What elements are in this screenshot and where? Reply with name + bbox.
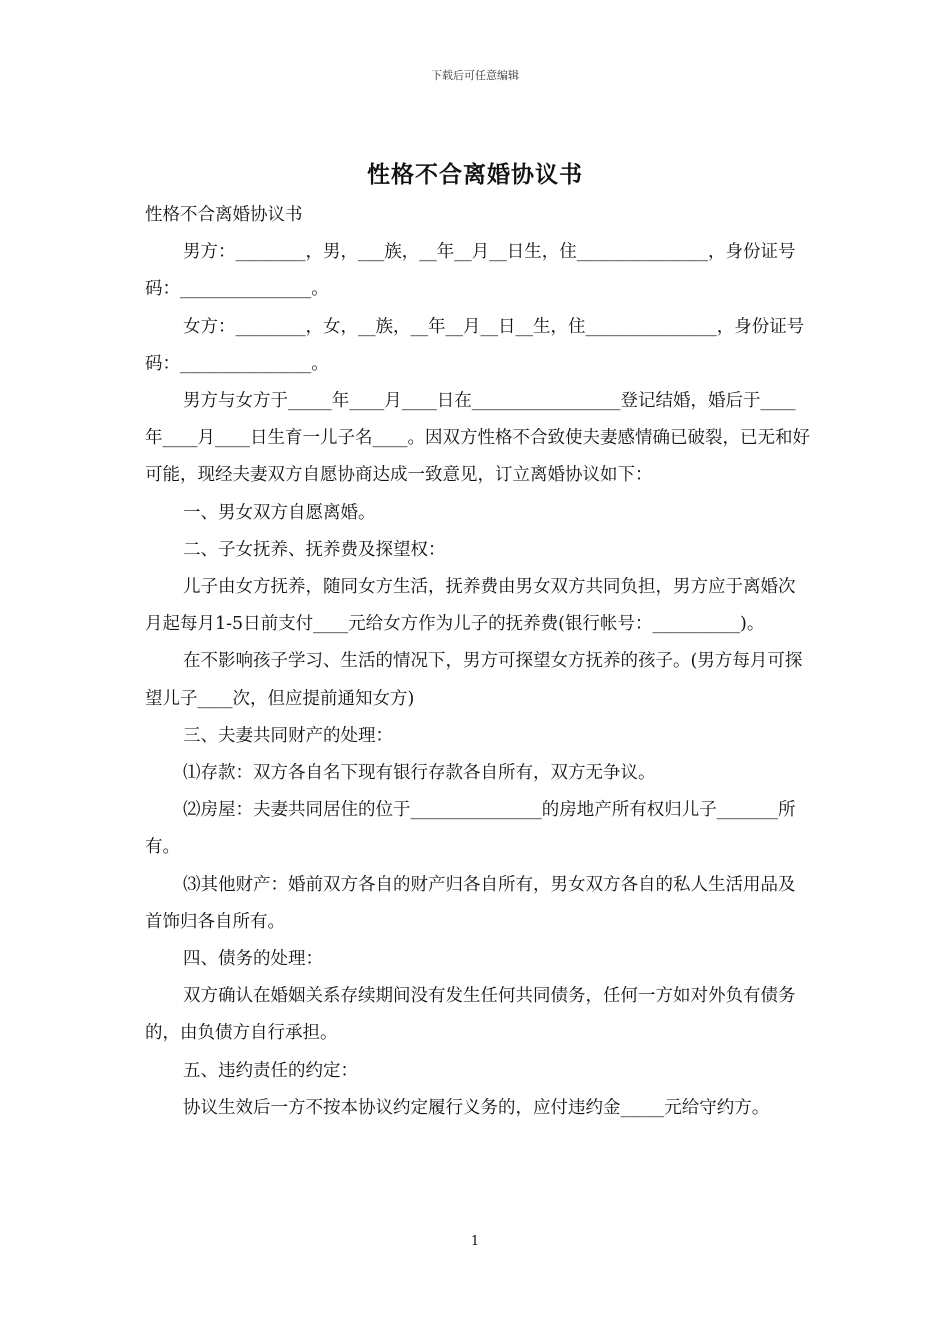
document-subtitle: 性格不合离婚协议书 (145, 205, 303, 225)
paragraph-child-support: 儿子由女方抚养，随同女方生活，抚养费由男女双方共同负担，男方应于离婚次月起每月1-5日前支付____元给女方作为儿子的抚养费(银行帐号：__________)。 (145, 577, 796, 635)
paragraph-house: ⑵房屋：夫妻共同居住的位于_______________的房地产所有权归儿子_______所有。 (145, 800, 796, 858)
section-heading-property: 三、夫妻共同财产的处理： (183, 725, 393, 746)
section-heading-divorce: 一、男女双方自愿离婚。 (183, 502, 376, 523)
paragraph-deposits: ⑴存款：双方各自名下现有银行存款各自所有，双方无争议。 (183, 763, 656, 784)
header-note: 下载后可任意编辑 (431, 69, 519, 82)
paragraph-marriage-info: 男方与女方于_____年____月____日在_________________登记结婚，婚后于____年____月____日生育一儿子名____。因双方性格不合致使夫妻感情确已破裂，已无和好可能，现经夫妻双方自愿协商达成一致意见，订立离婚协议如下： (145, 391, 810, 486)
paragraph-male-party: 男方：________，男，___族，__年__月__日生，住_______________，身份证号码：_______________。 (145, 242, 796, 300)
paragraph-visitation: 在不影响孩子学习、生活的情况下，男方可探望女方抚养的孩子。(男方每月可探望儿子____次，但应提前通知女方) (145, 651, 803, 709)
paragraph-breach: 协议生效后一方不按本协议约定履行义务的，应付违约金_____元给守约方。 (183, 1097, 770, 1118)
paragraph-female-party: 女方：________，女，__族，__年__月__日__生，住_______________，身份证号码：_______________。 (145, 316, 805, 374)
document-body (145, 197, 811, 1127)
paragraph-other-property: ⑶其他财产：婚前双方各自的财产归各自所有，男女双方各自的私人生活用品及首饰归各自所有。 (145, 874, 796, 932)
document-title: 性格不合离婚协议书 (367, 161, 583, 188)
section-heading-debts: 四、债务的处理： (183, 949, 323, 970)
section-heading-child-custody: 二、子女抚养、抚养费及探望权： (183, 539, 446, 560)
paragraph-debts: 双方确认在婚姻关系存续期间没有发生任何共同债务，任何一方如对外负有债务的，由负债方自行承担。 (145, 986, 796, 1044)
section-heading-breach: 五、违约责任的约定： (183, 1060, 358, 1081)
page-number: 1 (470, 1234, 480, 1249)
